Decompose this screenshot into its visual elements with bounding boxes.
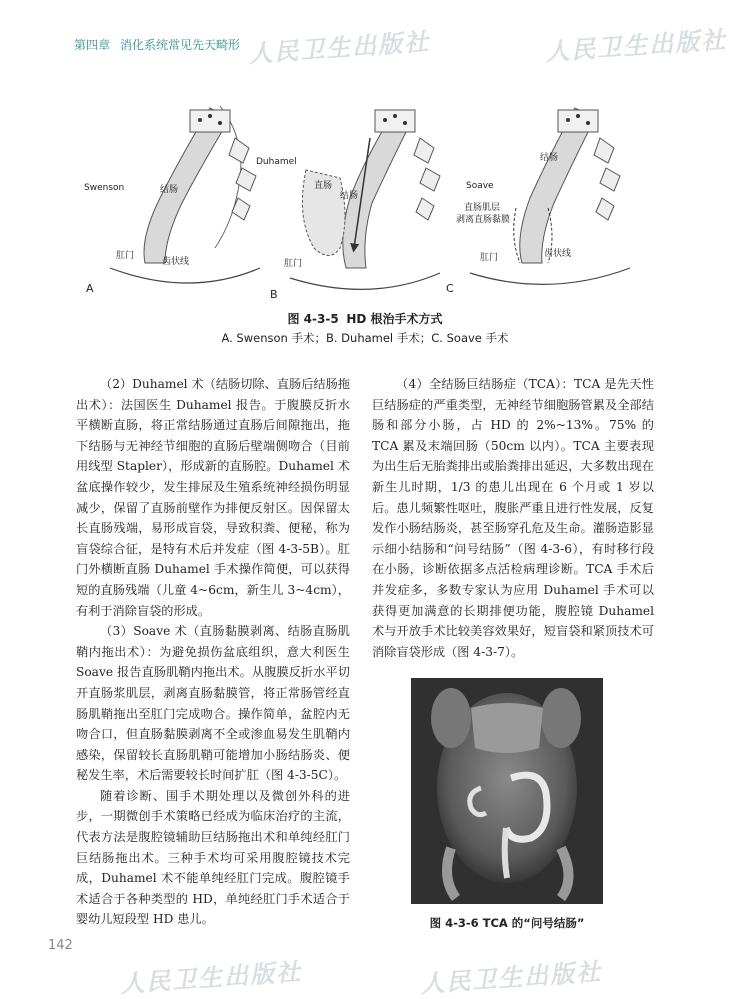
right-column — [372, 374, 654, 662]
figure-title: HD 根治手术方式 — [346, 312, 443, 326]
chapter-title: 消化系统常见先天畸形 — [120, 38, 241, 52]
paragraph-soave: （3）Soave 术（直肠黏膜剥离、结肠直肠肌鞘内拖出术）：为避免损伤盆底组织，意大利医生 Soave 报告直肠肌鞘内拖出术。从腹膜反折水平切开直肠浆肌层，剥离直肠黏膜管，将正常肠管经直肠肌鞘拖出至肛门完成吻合。操作简单，盆腔内无吻合口，但直肠黏膜剥离不全或渗血易发生肌鞘内感染，保留较长直肠肌鞘可能增加小肠结肠炎、便秘发生率，术后需要较长时间扩肛（图 4-3-5C）。 — [76, 624, 350, 783]
page-number: 142 — [48, 938, 73, 953]
xray-caption: 图 4-3-6 TCA 的“问号结肠” — [429, 916, 585, 930]
colon-label-c: 结肠 — [540, 153, 559, 163]
anus-label-c: 肛门 — [480, 253, 499, 263]
duhamel-label: Duhamel — [256, 157, 297, 167]
panel-a — [84, 106, 260, 295]
colon-label-b: 结肠 — [340, 191, 359, 201]
figure-subcaption: A. Swenson 手术；B. Duhamel 手术；C. Soave 手术 — [221, 331, 509, 345]
watermark: 人民卫生出版社 — [544, 24, 728, 67]
panel-letter-b: B — [270, 288, 278, 301]
dentate-label-c: 齿状线 — [544, 249, 572, 259]
rectum-label-b: 直肠 — [314, 181, 333, 191]
colon-label-a: 结肠 — [160, 185, 179, 195]
swenson-label: Swenson — [84, 183, 125, 193]
soave-label: Soave — [466, 181, 494, 191]
dentate-label-a: 齿状线 — [162, 257, 190, 267]
running-header — [74, 36, 250, 53]
figure-number: 图 4-3-5 — [287, 312, 339, 326]
surgery-diagram-figure — [70, 98, 660, 308]
anus-label-b: 肛门 — [284, 259, 303, 269]
panel-letter-c: C — [446, 282, 454, 295]
watermark: 人民卫生出版社 — [419, 956, 603, 999]
left-column — [76, 374, 350, 930]
chapter-label: 第四章 — [74, 38, 111, 52]
panel-b — [256, 110, 440, 301]
panel-c — [446, 108, 630, 295]
muscle-label-c: 直肠肌层 — [464, 203, 501, 213]
watermark: 人民卫生出版社 — [247, 26, 431, 69]
mucosa-label-c: 剥离直肠黏膜 — [456, 215, 511, 225]
panel-letter-a: A — [86, 282, 94, 295]
paragraph-minimally-invasive: 随着诊断、围手术期处理以及微创外科的进步，一期微创手术策略已经成为临床治疗的主流，代表方法是腹腔镜辅助巨结肠拖出术和单纯经肛门巨结肠拖出术。三种手术均可采用腹腔镜技术完成，Duhamel 术不能单纯经肛门完成。腹腔镜手术适合于各种类型的 HD，单纯经肛门手术适合于婴幼儿短段型 HD 患儿。 — [76, 788, 350, 927]
paragraph-duhamel: （2）Duhamel 术（结肠切除、直肠后结肠拖出术）：法国医生 Duhamel 报告。于腹膜反折水平横断直肠，将正常结肠通过直肠后间隙拖出，拖下结肠与无神经节细胞的直肠后壁端侧吻合（目前用线型 Stapler），形成新的直肠腔。Duhamel 术盆底操作较少，发生排尿及生殖系统神经损伤明显减少，保留了直肠前壁作为排便反射区。因保留太长直肠残端，易形成盲袋，导致积粪、便秘，称为盲袋综合征，是特有术后并发症（图 4-3-5B）。肛门外横断直肠 Duhamel 手术操作简便，可以获得短的直肠残端（儿童 4~6cm，新生儿 3~4cm），有利于消除盲袋的形成。 — [76, 377, 350, 618]
anus-label-a: 肛门 — [116, 251, 135, 261]
paragraph-tca: （4）全结肠巨结肠症（TCA）：TCA 是先天性巨结肠症的严重类型，无神经节细胞肠管累及全部结肠和部分小肠，占 HD 的 2%~13%。75% 的 TCA 累及末端回肠（50cm 以内）。TCA 主要表现为出生后无胎粪排出或胎粪排出延迟，大多数出现在新生儿时期，1/3 的患儿出现在 6 个月或 1 岁以后。患儿频繁性呕吐，腹胀严重且进行性发展，反复发作小肠结肠炎，甚至肠穿孔危及生命。灌肠造影显示细小结肠和“问号结肠”（图 4-3-6），有时移行段在小肠，诊断依据多点活检病理诊断。TCA 手术后并发症多，多数专家认为应用 Duhamel 手术可以获得更加满意的长期排便功能，腹腔镜 Duhamel 术与开放手术比较美容效果好，短盲袋和紧顶技术可消除盲袋形成（图 4-3-7）。 — [372, 377, 654, 659]
xray-image — [411, 678, 603, 904]
watermark: 人民卫生出版社 — [119, 956, 303, 999]
figure-caption — [0, 310, 730, 327]
